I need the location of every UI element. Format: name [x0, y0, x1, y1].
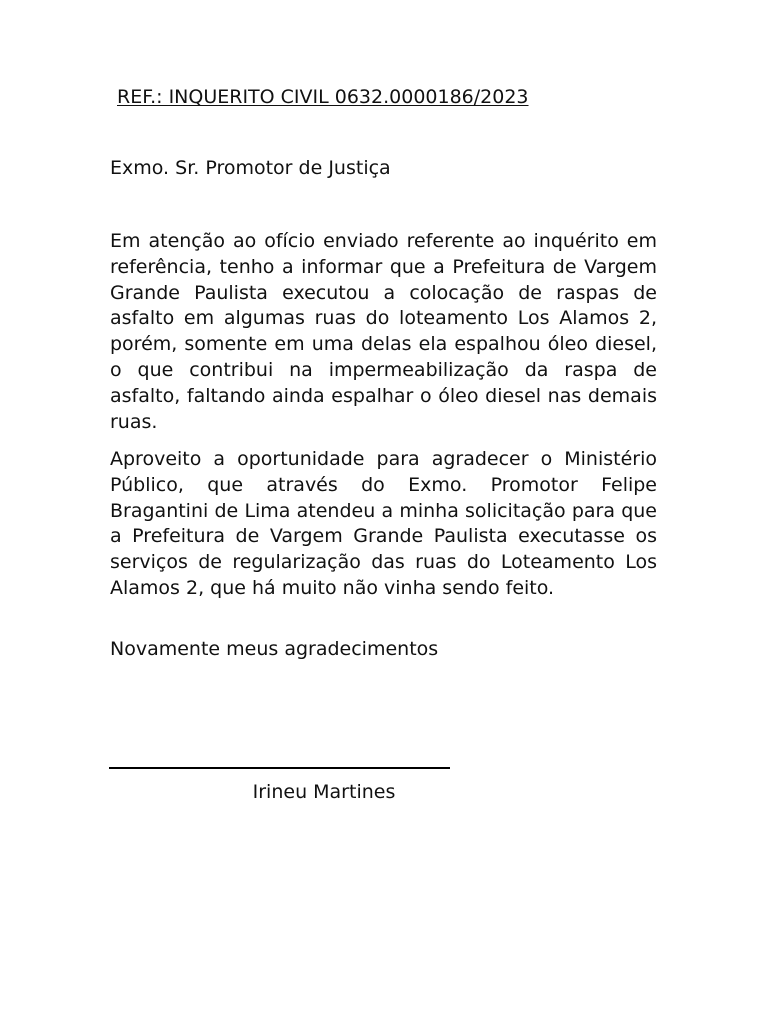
closing-line: Novamente meus agradecimentos	[110, 638, 439, 660]
reference-line: REF.: INQUERITO CIVIL 0632.0000186/2023	[117, 86, 529, 108]
signer-name: Irineu Martines	[252, 781, 396, 803]
signature-line	[109, 767, 450, 769]
paragraph-2: Aproveito a oportunidade para agradecer o Ministério Público, que através do Exmo. Promotor Felipe Bragantini de Lima atendeu a minha solicitação para que a Prefeitura de Vargem Grande Paulista executasse os serviços de regularização das ruas do Loteamento Los Alamos 2, que há muito não vinha sendo feito.	[110, 448, 657, 599]
salutation: Exmo. Sr. Promotor de Justiça	[110, 157, 391, 179]
paragraph-1: Em atenção ao ofício enviado referente ao inquérito em referência, tenho a informar que a Prefeitura de Vargem Grande Paulista executou a colocação de raspas de asfalto em algumas ruas do loteamento Los Alamos 2, porém, somente em uma delas ela espalhou óleo diesel, o que contribui na impermeabilização da raspa de asfalto, faltando ainda espalhar o óleo diesel nas demais ruas.	[110, 230, 657, 433]
